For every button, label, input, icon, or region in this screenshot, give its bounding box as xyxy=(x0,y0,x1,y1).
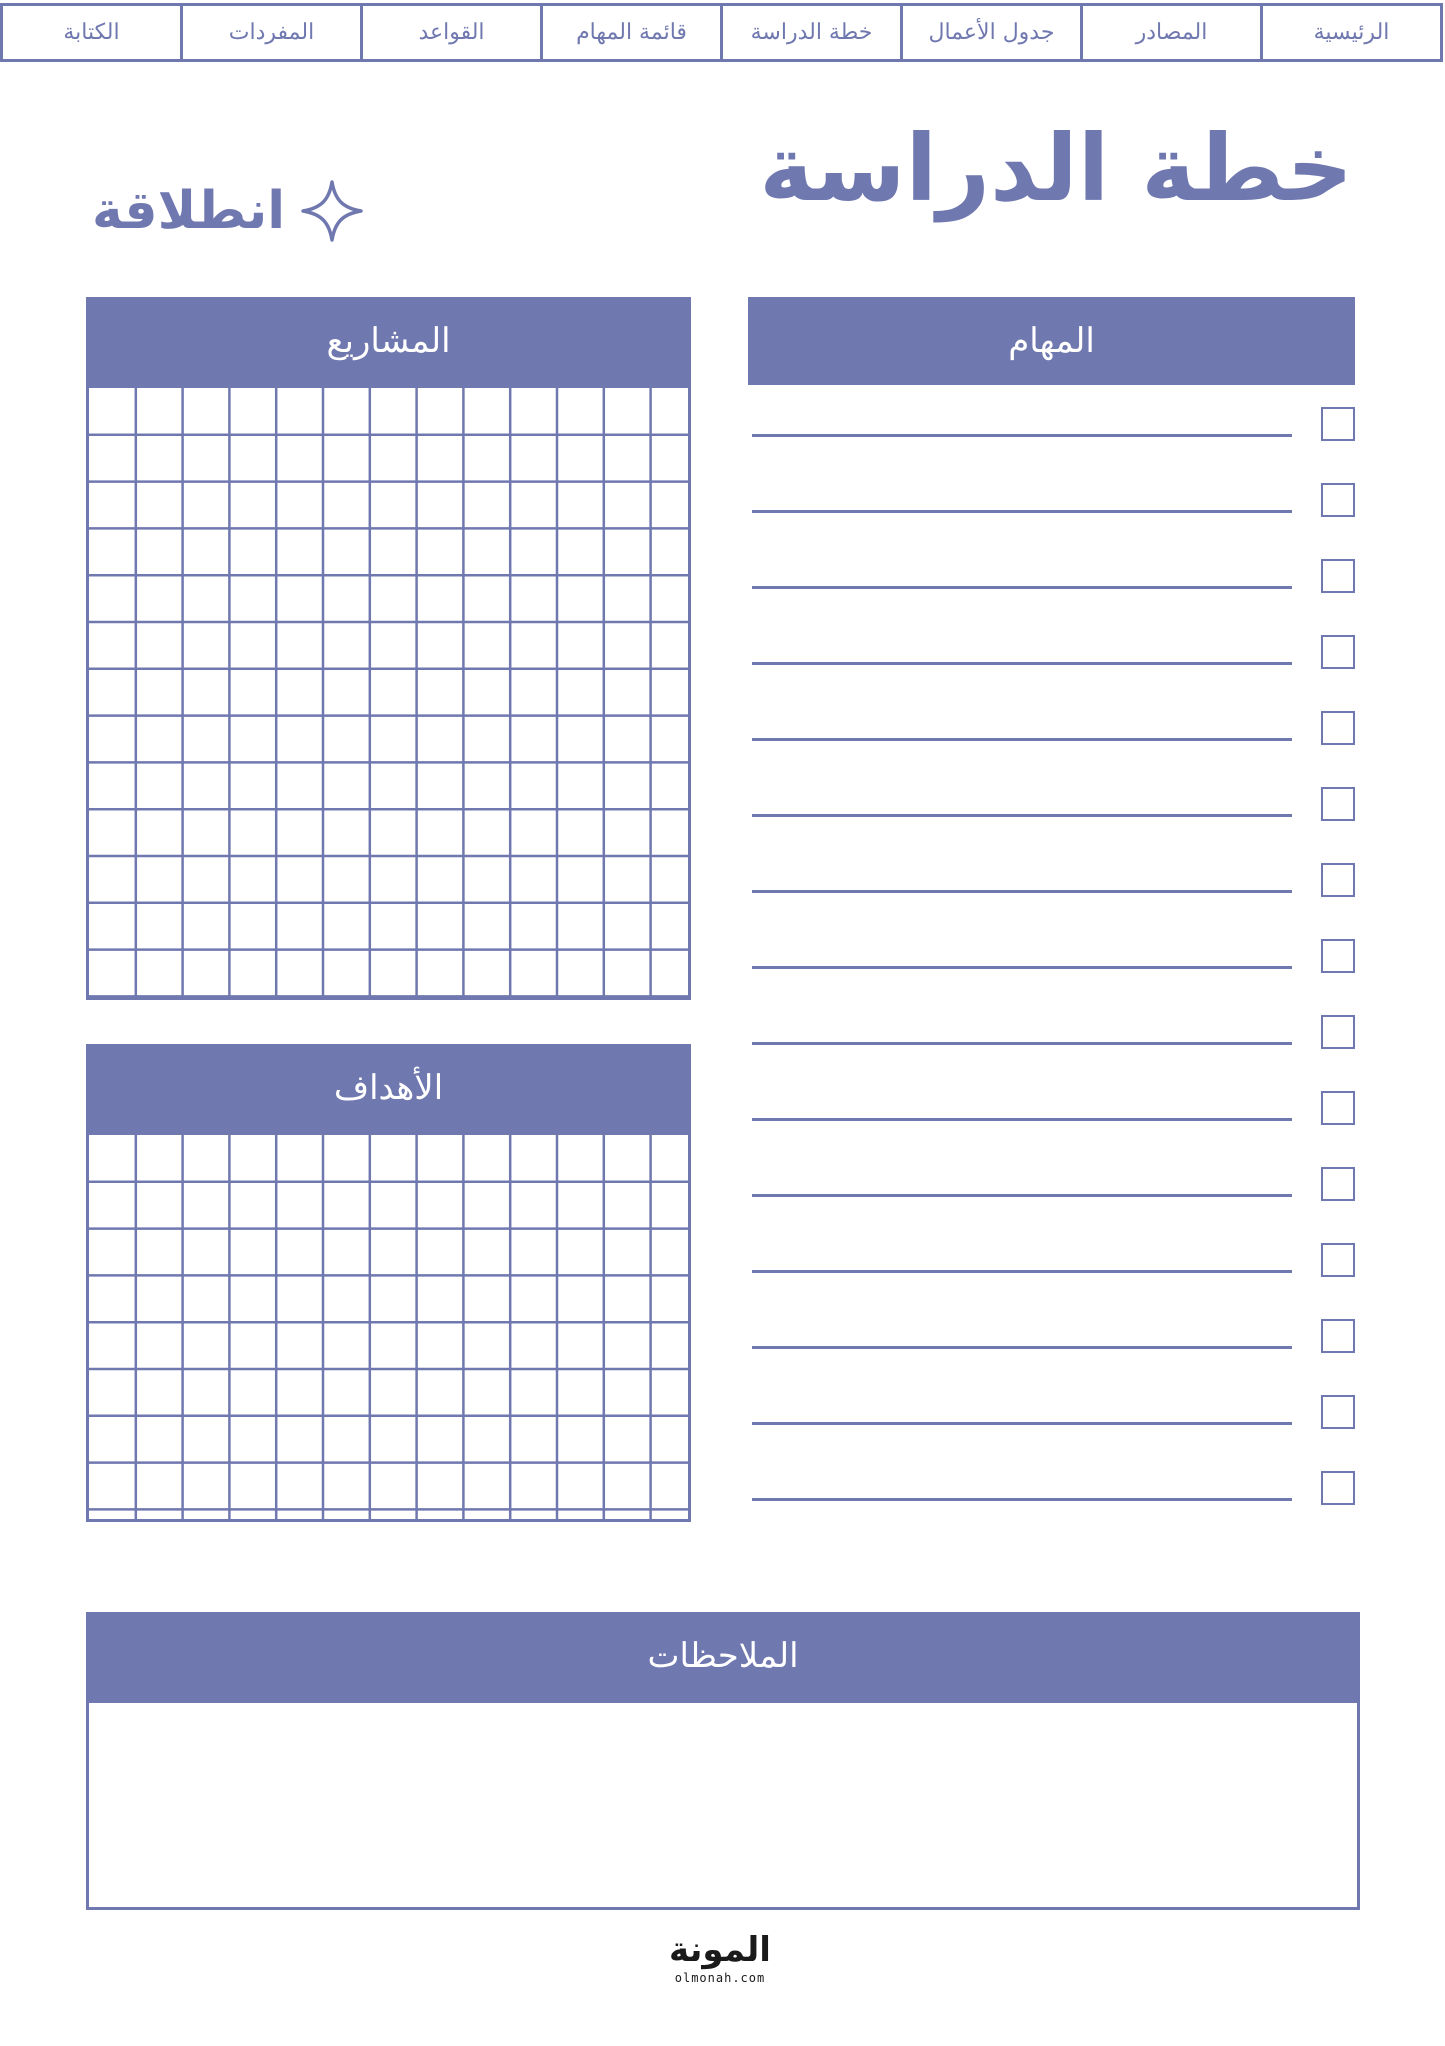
page-title: خطة الدراسة xyxy=(759,115,1353,222)
task-row xyxy=(750,1011,1355,1051)
task-checkbox[interactable] xyxy=(1321,1319,1355,1353)
task-row xyxy=(750,631,1355,671)
tasks-title: المهام xyxy=(1008,321,1095,361)
grid-lines xyxy=(89,388,688,997)
task-row xyxy=(750,555,1355,595)
logo-wordmark: المونة xyxy=(669,1930,771,1970)
task-row xyxy=(750,1163,1355,1203)
task-row xyxy=(750,935,1355,975)
task-checkbox[interactable] xyxy=(1321,635,1355,669)
task-row xyxy=(750,859,1355,899)
goals-header xyxy=(86,1044,691,1132)
goals-grid[interactable] xyxy=(86,1132,691,1522)
notes-header xyxy=(86,1612,1360,1700)
brand-logo xyxy=(620,1930,820,1985)
grid-lines xyxy=(89,1135,688,1519)
tab-vocabulary[interactable]: المفردات xyxy=(180,3,363,62)
sparkle-icon xyxy=(299,178,365,244)
task-checkbox[interactable] xyxy=(1321,787,1355,821)
task-checkbox[interactable] xyxy=(1321,1091,1355,1125)
task-list xyxy=(750,385,1355,1535)
logo-url: olmonah.com xyxy=(674,1970,766,1985)
task-input-line[interactable] xyxy=(752,434,1292,437)
kickoff-badge xyxy=(92,176,365,246)
task-input-line[interactable] xyxy=(752,662,1292,665)
tab-task-list[interactable]: قائمة المهام xyxy=(540,3,723,62)
task-input-line[interactable] xyxy=(752,1498,1292,1501)
task-checkbox[interactable] xyxy=(1321,1167,1355,1201)
tasks-header xyxy=(748,297,1355,385)
task-checkbox[interactable] xyxy=(1321,559,1355,593)
task-input-line[interactable] xyxy=(752,1118,1292,1121)
task-checkbox[interactable] xyxy=(1321,483,1355,517)
kickoff-label: انطلاقة xyxy=(92,181,286,241)
task-row xyxy=(750,1315,1355,1355)
goals-title: الأهداف xyxy=(333,1068,444,1108)
tab-bar xyxy=(3,3,1443,62)
task-checkbox[interactable] xyxy=(1321,711,1355,745)
task-input-line[interactable] xyxy=(752,1270,1292,1273)
task-row xyxy=(750,783,1355,823)
notes-title: الملاحظات xyxy=(647,1636,799,1676)
task-row xyxy=(750,479,1355,519)
task-row xyxy=(750,1391,1355,1431)
task-checkbox[interactable] xyxy=(1321,863,1355,897)
task-input-line[interactable] xyxy=(752,1194,1292,1197)
task-input-line[interactable] xyxy=(752,890,1292,893)
projects-title: المشاريع xyxy=(326,321,451,361)
task-checkbox[interactable] xyxy=(1321,1471,1355,1505)
projects-header xyxy=(86,297,691,385)
tab-grammar[interactable]: القواعد xyxy=(360,3,543,62)
task-row xyxy=(750,1239,1355,1279)
task-checkbox[interactable] xyxy=(1321,407,1355,441)
tab-writing[interactable]: الكتابة xyxy=(0,3,183,62)
notes-area[interactable] xyxy=(86,1700,1360,1910)
task-checkbox[interactable] xyxy=(1321,1395,1355,1429)
task-input-line[interactable] xyxy=(752,1042,1292,1045)
task-checkbox[interactable] xyxy=(1321,939,1355,973)
task-input-line[interactable] xyxy=(752,966,1292,969)
task-input-line[interactable] xyxy=(752,1422,1292,1425)
projects-grid[interactable] xyxy=(86,385,691,1000)
task-row xyxy=(750,1087,1355,1127)
task-row xyxy=(750,403,1355,443)
tab-agenda[interactable]: جدول الأعمال xyxy=(900,3,1083,62)
task-checkbox[interactable] xyxy=(1321,1243,1355,1277)
task-input-line[interactable] xyxy=(752,738,1292,741)
task-input-line[interactable] xyxy=(752,586,1292,589)
task-input-line[interactable] xyxy=(752,510,1292,513)
tab-home[interactable]: الرئيسية xyxy=(1260,3,1443,62)
tab-resources[interactable]: المصادر xyxy=(1080,3,1263,62)
task-row xyxy=(750,707,1355,747)
task-input-line[interactable] xyxy=(752,814,1292,817)
task-row xyxy=(750,1467,1355,1507)
tab-study-plan[interactable]: خطة الدراسة xyxy=(720,3,903,62)
task-input-line[interactable] xyxy=(752,1346,1292,1349)
task-checkbox[interactable] xyxy=(1321,1015,1355,1049)
